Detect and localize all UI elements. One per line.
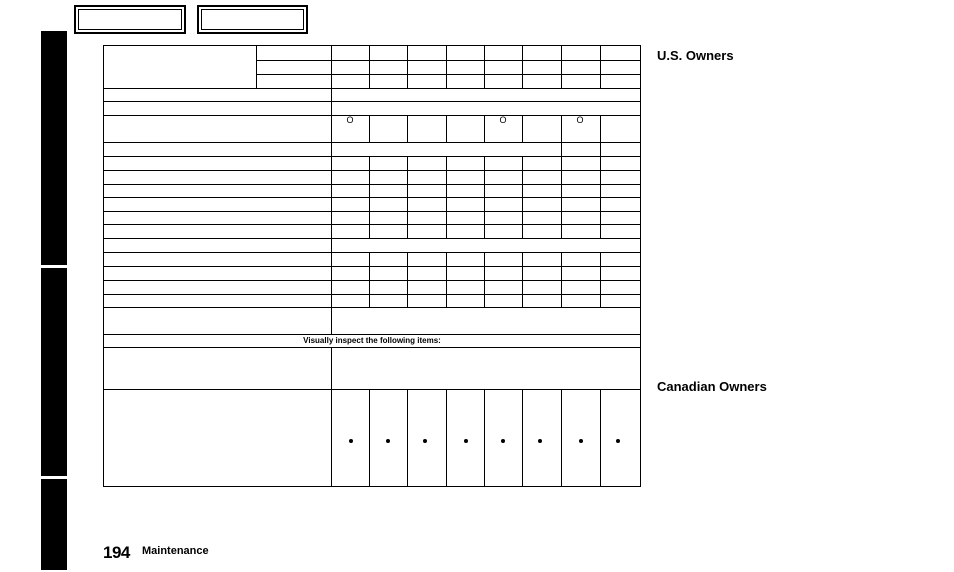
- inspection-bullet: [464, 439, 468, 443]
- inspection-bullet: [538, 439, 542, 443]
- us-owners-heading: U.S. Owners: [657, 48, 734, 63]
- section-title: Maintenance: [142, 545, 209, 557]
- inspection-bullet: [616, 439, 620, 443]
- canadian-owners-heading: Canadian Owners: [657, 379, 767, 394]
- service-circle-mark: O: [346, 115, 354, 125]
- service-circle-mark: O: [499, 115, 507, 125]
- inspection-bullet: [501, 439, 505, 443]
- inspection-bullet: [349, 439, 353, 443]
- inspection-bullet: [423, 439, 427, 443]
- service-circle-mark: O: [576, 115, 584, 125]
- page-number: 194: [103, 543, 130, 562]
- inspection-bullet: [386, 439, 390, 443]
- visual-inspection-note: Visually inspect the following items:: [303, 336, 441, 345]
- inspection-bullet: [579, 439, 583, 443]
